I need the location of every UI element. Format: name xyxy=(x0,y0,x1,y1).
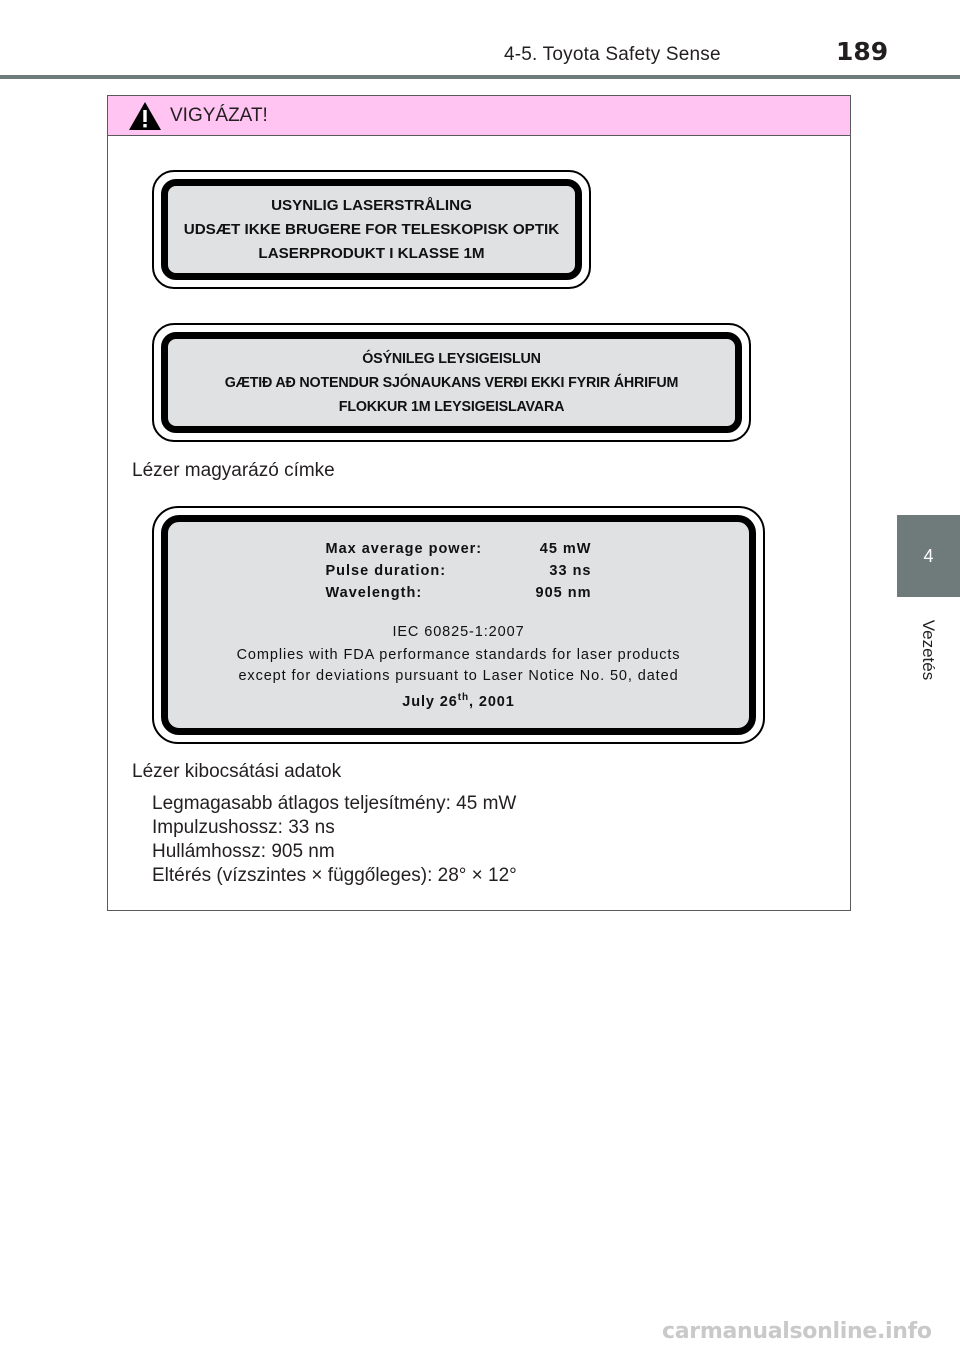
watermark: carmanualsonline.info xyxy=(662,1319,932,1344)
section-title: 4-5. Toyota Safety Sense xyxy=(504,44,721,65)
date-main: July 26 xyxy=(402,693,458,710)
warning-title: VIGYÁZAT! xyxy=(170,104,268,126)
compliance-text: Complies with FDA performance standards for laser products xyxy=(236,646,681,663)
label-line: LASERPRODUKT I KLASSE 1M xyxy=(258,244,485,262)
emission-data-line: Eltérés (vízszintes × függőleges): 28° × 12° xyxy=(152,865,517,886)
compliance-date xyxy=(402,687,514,713)
spec-value: 45 mW xyxy=(539,540,592,557)
label-line: FLOKKUR 1M LEYSIGEISLAVARA xyxy=(338,398,565,415)
emission-data-line: Legmagasabb átlagos teljesítmény: 45 mW xyxy=(152,793,517,814)
laser-label-icelandic xyxy=(152,323,751,442)
chapter-tab[interactable] xyxy=(897,515,960,597)
spec-name: Max average power: xyxy=(325,540,483,557)
laser-emission-label xyxy=(152,506,765,744)
explanatory-label-caption: Lézer magyarázó címke xyxy=(132,460,335,481)
compliance-text: except for deviations pursuant to Laser Notice No. 50, dated xyxy=(238,667,679,684)
spec-value: 33 ns xyxy=(549,562,592,579)
spec-table xyxy=(326,538,592,604)
header-divider xyxy=(0,75,960,79)
emission-data-line: Impulzushossz: 33 ns xyxy=(152,817,335,838)
label-line: ÓSÝNILEG LEYSIGEISLUN xyxy=(362,350,541,367)
date-year: , 2001 xyxy=(469,693,515,710)
emission-data-caption: Lézer kibocsátási adatok xyxy=(132,761,342,782)
spec-name: Wavelength: xyxy=(325,584,423,601)
emission-data-line: Hullámhossz: 905 nm xyxy=(152,841,335,862)
date-superscript: th xyxy=(457,691,469,703)
warning-triangle-icon xyxy=(128,101,162,131)
laser-label-danish xyxy=(152,170,591,289)
chapter-label: Vezetés xyxy=(919,619,938,681)
standard-reference: IEC 60825-1:2007 xyxy=(392,623,525,640)
spec-value: 905 nm xyxy=(535,584,592,601)
page-number: 189 xyxy=(836,37,889,66)
label-line: USYNLIG LASERSTRÅLING xyxy=(271,196,472,214)
chapter-number: 4 xyxy=(923,545,934,566)
label-line: GÆTIÐ AÐ NOTENDUR SJÓNAUKANS VERÐI EKKI FYRIR ÁHRIFUM xyxy=(224,374,679,391)
label-line: UDSÆT IKKE BRUGERE FOR TELESKOPISK OPTIK xyxy=(183,220,560,238)
warning-header xyxy=(108,96,850,136)
spec-name: Pulse duration: xyxy=(325,562,447,579)
